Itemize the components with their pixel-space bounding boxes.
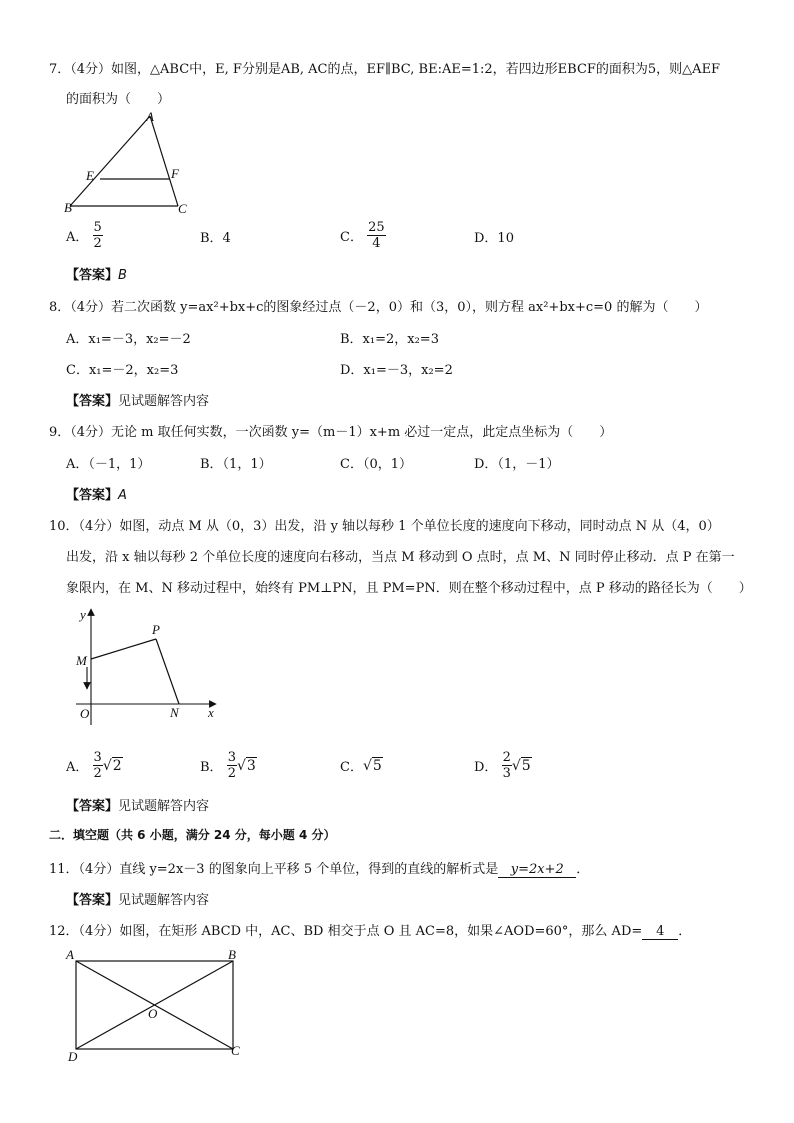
q7-side-ab (70, 116, 150, 206)
q10-stem-line2: 出发，沿 x 轴以每秒 2 个单位长度的速度向右移动，当点 M 移动到 O 点时，点 M、N 同时停止移动．点 P 在第一 (66, 550, 735, 565)
q7-answer-label: 【答案】 (66, 268, 119, 283)
q10-option-a-sqrt-sign: √ (102, 757, 112, 774)
q7-option-a-fraction (93, 220, 103, 251)
q11-stem (49, 858, 589, 878)
q7-triangle-figure (58, 108, 198, 218)
q7-answer (66, 264, 127, 283)
q12-stem (49, 920, 691, 940)
q10-option-a-sqrt (103, 758, 123, 774)
q10-label-x: x (208, 705, 214, 720)
q8-option-c[interactable]: C．x₁=－2，x₂=3 (66, 363, 179, 378)
q10-stem-line1: 10．（4分）如图，动点 M 从（0，3）出发，沿 y 轴以每秒 1 个单位长度的速度向下移动，同时动点 N 从（4，0） (49, 519, 720, 534)
q8-answer (66, 390, 209, 409)
q8-stem: 8．（4分）若二次函数 y=ax²+bx+c的图象经过点（－2，0）和（3，0），则方程 ax²+bx+c=0 的解为（ ） (49, 300, 708, 315)
q10-option-d-radicand: 5 (521, 757, 531, 774)
section-2-heading: 二．填空题（共 6 小题，满分 24 分，每小题 4 分） (49, 828, 336, 842)
q7-option-a-prefix: A． (66, 230, 89, 245)
q10-option-a-num: 3 (93, 750, 102, 765)
q9-answer-label: 【答案】 (66, 488, 119, 503)
q10-option-d-num: 2 (502, 750, 511, 765)
q10-answer-value: 见试题解答内容 (118, 799, 210, 814)
q7-stem-line1: 7．（4分）如图，△ABC中，E, F分别是AB, AC的点，EF∥BC, BE:AE=1:2，若四边形EBCF的面积为5，则△AEF (49, 62, 721, 77)
q7-option-a-num: 5 (93, 220, 102, 235)
q7-label-f: F (171, 166, 179, 181)
q10-option-c-sqrt (363, 758, 383, 774)
q10-option-d[interactable] (474, 750, 532, 781)
q10-option-d-sqrt (512, 758, 532, 774)
q7-option-c-fraction (367, 220, 386, 251)
q7-option-c-prefix: C． (340, 230, 363, 245)
q10-option-b[interactable] (200, 750, 257, 781)
q10-option-a-radicand: 2 (112, 757, 122, 774)
q10-label-o: O (80, 706, 90, 721)
q10-coordinate-figure (70, 603, 230, 733)
q12-rectangle-figure (60, 944, 260, 1064)
q12-stem-after: ． (678, 924, 692, 939)
q8-option-b[interactable]: B．x₁=2，x₂=3 (340, 332, 439, 347)
q7-stem-line2: 的面积为（ ） (66, 92, 171, 107)
q10-answer (66, 795, 209, 814)
q7-label-a: A (146, 109, 154, 124)
q9-option-d[interactable]: D．（1，－1） (474, 457, 560, 472)
q7-option-a-den: 2 (93, 236, 102, 251)
q8-answer-value: 见试题解答内容 (118, 394, 210, 409)
q10-option-b-radicand: 3 (246, 757, 256, 774)
q10-segment-pn (156, 639, 179, 704)
q11-stem-before: 11．（4分）直线 y=2x－3 的图象向上平移 5 个单位，得到的直线的解析式是 (49, 862, 499, 877)
q9-option-c[interactable]: C．（0，1） (340, 457, 412, 472)
q10-option-b-fraction (227, 750, 237, 781)
q12-label-d: D (68, 1049, 78, 1064)
q10-option-d-fraction (502, 750, 512, 781)
q7-option-b[interactable]: B．4 (200, 231, 231, 246)
q12-label-o: O (148, 1006, 158, 1021)
q7-option-d[interactable]: D．10 (474, 231, 514, 246)
q10-option-b-num: 3 (227, 750, 236, 765)
q10-answer-label: 【答案】 (66, 799, 119, 814)
q10-option-a[interactable] (66, 750, 123, 781)
q12-stem-before: 12．（4分）如图，在矩形 ABCD 中，AC、BD 相交于点 O 且 AC=8，如果∠AOD=60°，那么 AD= (49, 924, 643, 939)
q7-answer-value: B (118, 268, 127, 283)
q10-option-c-prefix: C． (340, 760, 363, 775)
q12-label-c: C (231, 1043, 240, 1058)
q9-answer-value: A (118, 488, 127, 503)
q10-label-n: N (170, 705, 179, 720)
q7-label-e: E (86, 168, 94, 183)
q10-option-d-sqrt-sign: √ (511, 757, 521, 774)
q11-answer (66, 889, 209, 908)
q10-option-c-sqrt-sign: √ (362, 757, 372, 774)
q7-option-c-den: 4 (372, 236, 381, 251)
q7-label-c: C (178, 201, 187, 216)
q7-label-b: B (64, 200, 72, 215)
q9-answer (66, 484, 127, 503)
q11-answer-label: 【答案】 (66, 893, 119, 908)
q7-option-a[interactable] (66, 220, 103, 251)
q10-option-b-den: 2 (227, 766, 236, 781)
q11-answer-value: 见试题解答内容 (118, 893, 210, 908)
q10-label-m: M (76, 653, 87, 668)
q10-option-d-den: 3 (502, 766, 511, 781)
q9-option-b[interactable]: B．（1，1） (200, 457, 272, 472)
q11-stem-after: ． (576, 862, 590, 877)
q12-label-a: A (66, 947, 74, 962)
q8-option-d[interactable]: D．x₁=－3，x₂=2 (340, 363, 453, 378)
q7-side-ac (150, 116, 178, 206)
q8-answer-label: 【答案】 (66, 394, 119, 409)
q10-option-d-prefix: D． (474, 760, 498, 775)
q11-answer-blank[interactable]: y=2x+2 (498, 862, 576, 878)
q10-option-b-prefix: B． (200, 760, 223, 775)
q9-option-a[interactable]: A．（－1，1） (66, 457, 151, 472)
q10-option-c-radicand: 5 (372, 757, 382, 774)
q10-stem-line3: 象限内，在 M、N 移动过程中，始终有 PM⊥PN，且 PM=PN．则在整个移动过程中，点 P 移动的路径长为（ ） (66, 581, 752, 596)
q10-label-p: P (152, 622, 160, 637)
q12-label-b: B (228, 947, 236, 962)
q10-option-a-den: 2 (93, 766, 102, 781)
q9-stem: 9．（4分）无论 m 取任何实数，一次函数 y=（m－1）x+m 必过一定点，此定点坐标为（ ） (49, 425, 613, 440)
q10-option-a-prefix: A． (66, 760, 89, 775)
q10-segment-mp (91, 639, 156, 659)
q8-option-a[interactable]: A．x₁=－3，x₂=－2 (66, 332, 191, 347)
q10-option-b-sqrt-sign: √ (236, 757, 246, 774)
q10-option-c[interactable] (340, 756, 383, 775)
q10-option-a-fraction (93, 750, 103, 781)
q7-option-c[interactable] (340, 220, 386, 251)
q10-label-y: y (80, 607, 86, 622)
q12-answer-blank[interactable]: 4 (642, 924, 678, 940)
q7-option-c-num: 25 (368, 220, 385, 235)
q10-option-b-sqrt (237, 758, 257, 774)
